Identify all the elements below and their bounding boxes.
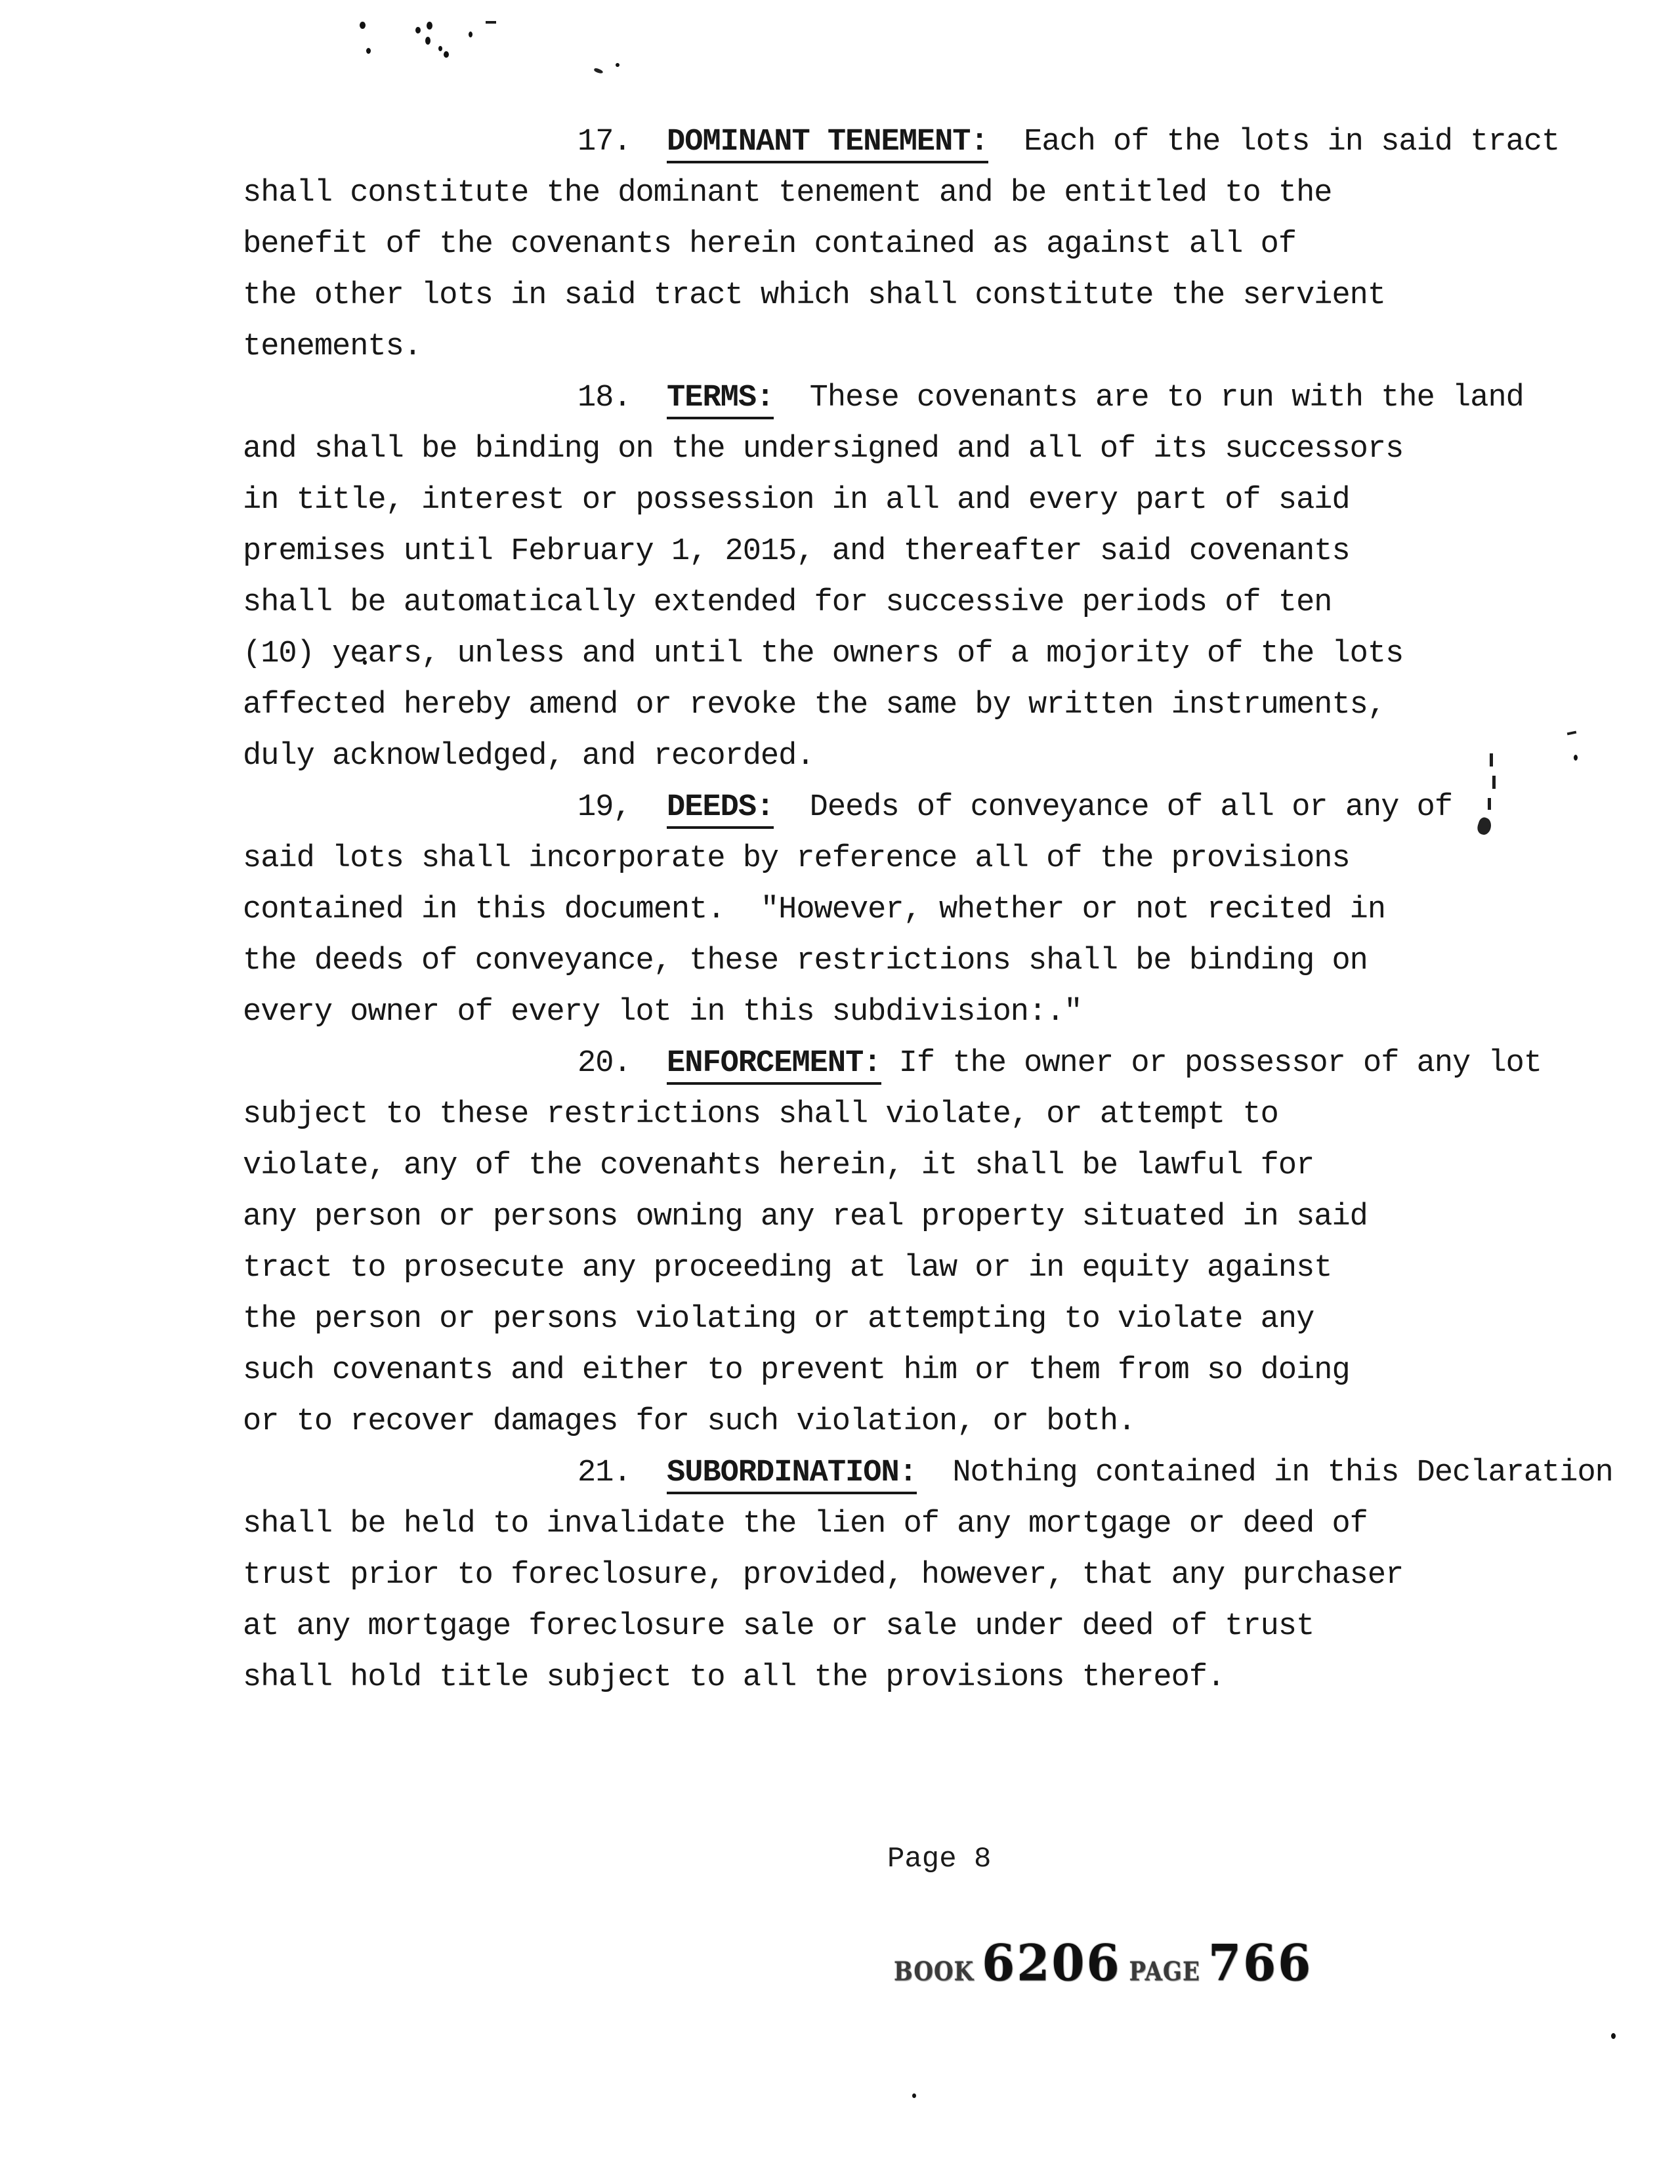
text-line: tenements. [243,329,422,364]
text-line: 19, DEEDS: Deeds of conveyance of all or any of [243,790,1588,841]
scan-speckle [427,22,432,30]
text-line: shall constitute the dominant tenement and be entitled to the [243,176,1332,211]
text-line: benefit of the covenants herein contained as against all of [243,227,1297,262]
text-line: subject to these restrictions shall violate, or attempt to [243,1097,1278,1132]
stamp-page-number: 766 [1208,1933,1313,1992]
scan-speckle [593,68,603,74]
text-line: 21. SUBORDINATION: Nothing contained in this Declaration [243,1456,1588,1507]
section-heading: DEEDS: [667,790,774,829]
section-heading: DOMINANT TENEMENT: [667,125,988,163]
text-line: at any mortgage foreclosure sale or sale under deed of trust [243,1609,1314,1644]
text-line: affected hereby amend or revoke the same by written instruments, [243,688,1386,723]
text-line: every owner of every lot in this subdivision:." [243,995,1082,1030]
recorder-stamp [894,1935,1312,1990]
scan-speckle [425,37,430,45]
text-line: tract to prosecute any proceeding at law or in equity against [243,1251,1332,1286]
text-line: 18. TERMS: These covenants are to run with the land [243,381,1588,432]
text-line: violate, any of the covenants herein, it shall be lawful for [243,1148,1314,1183]
text-line: contained in this document. "However, whether or not recited in [243,892,1386,927]
text-line: shall be held to invalidate the lien of any mortgage or deed of [243,1507,1368,1542]
text-line: premises until February 1, 2015, and thereafter said covenants [243,534,1350,569]
text-line: the other lots in said tract which shall constitute the servient [243,278,1386,313]
text-line: said lots shall incorporate by reference all of the provisions [243,841,1350,876]
section-heading: SUBORDINATION: [667,1456,917,1494]
text-line: and shall be binding on the undersigned and all of its successors [243,432,1404,467]
scan-speckle [469,32,472,37]
scan-speckle [486,21,496,24]
stamp-book-label: BOOK [894,1957,975,1987]
scan-speckle [616,63,620,67]
section-heading: ENFORCEMENT: [667,1046,881,1085]
stamp-book-number: 6206 [982,1933,1122,1992]
text-line: 17. DOMINANT TENEMENT: Each of the lots in said tract [243,125,1588,176]
scan-speckle [444,51,449,58]
scan-speckle [360,22,366,29]
section-heading: TERMS: [667,381,774,419]
text-line: the deeds of conveyance, these restrictions shall be binding on [243,944,1368,978]
scan-speckle [366,48,371,54]
text-line: any person or persons owning any real property situated in said [243,1200,1368,1234]
stamp-page-label: PAGE [1129,1957,1200,1987]
text-line: 20. ENFORCEMENT: If the owner or possessor of any lot [243,1046,1588,1097]
scan-speckle [415,27,421,33]
text-line: such covenants and either to prevent him or them from so doing [243,1353,1350,1388]
text-line: the person or persons violating or attempting to violate any [243,1302,1314,1337]
scan-speckle [438,46,442,51]
scan-speckle [1611,2033,1616,2039]
document-body [243,125,1613,1712]
text-line: duly acknowledged, and recorded. [243,739,814,774]
text-line: shall be automatically extended for successive periods of ten [243,585,1332,620]
text-line: trust prior to foreclosure, provided, however, that any purchaser [243,1558,1404,1593]
text-line: (10) years, unless and until the owners of a mojority of the lots [243,637,1404,671]
text-line: shall hold title subject to all the provisions thereof. [243,1660,1225,1695]
text-line: or to recover damages for such violation, or both. [243,1404,1136,1439]
text-line: in title, interest or possession in all and every part of said [243,483,1350,518]
scan-speckle [912,2093,916,2098]
page-number: Page 8 [887,1843,992,1876]
